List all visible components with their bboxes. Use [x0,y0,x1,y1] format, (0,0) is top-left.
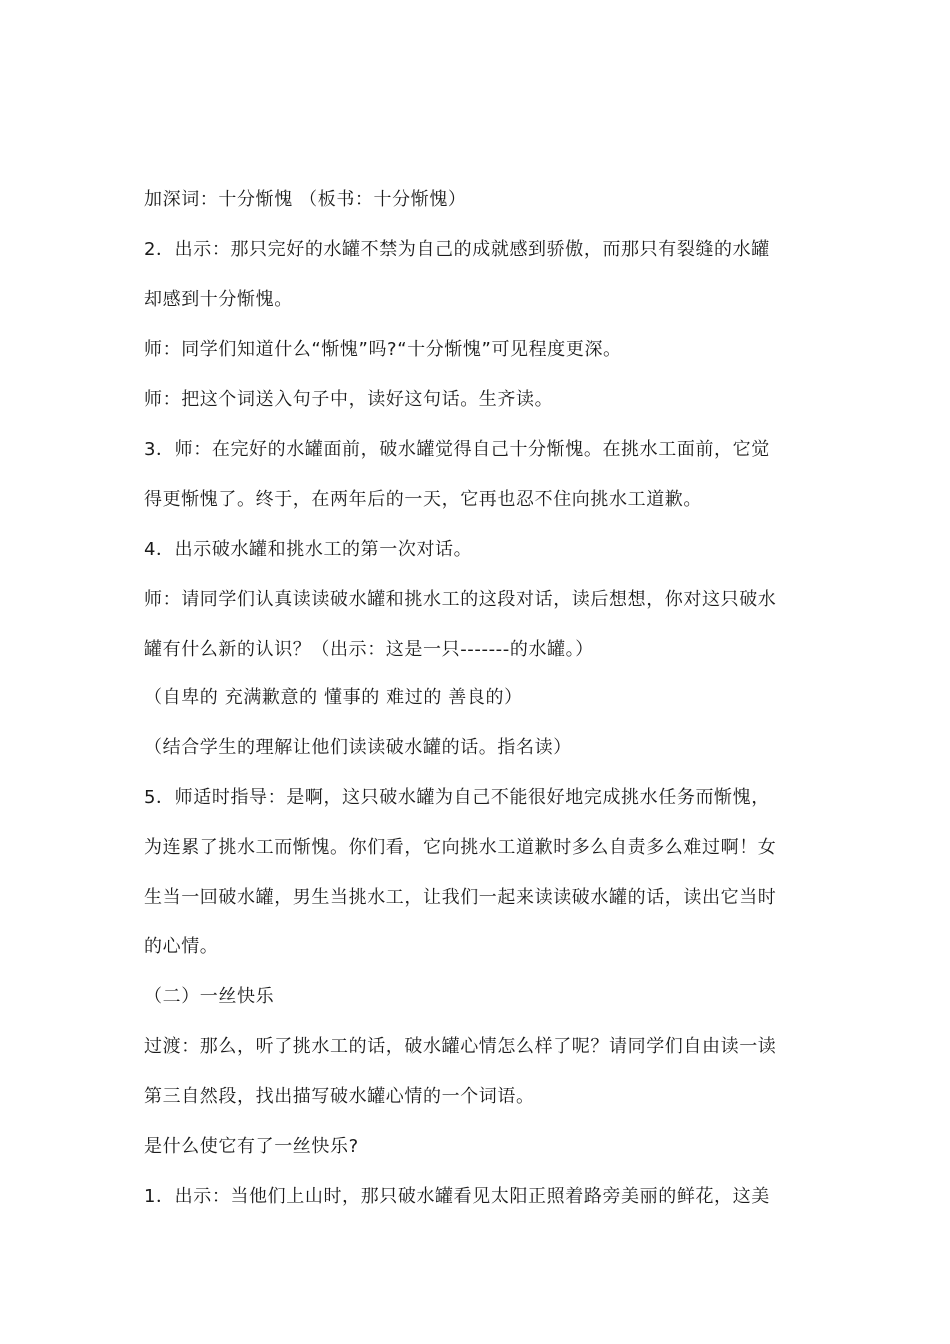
text-line: 罐有什么新的认识？（出示：这是一只-------的水罐。） [144,639,594,660]
text-line: 4．出示破水罐和挑水工的第一次对话。 [144,539,473,560]
text-line: 生当一回破水罐，男生当挑水工，让我们一起来读读破水罐的话，读出它当时 [144,887,777,908]
text-line: （结合学生的理解让他们读读破水罐的话。指名读） [144,737,572,758]
text-line: 加深词：十分惭愧 （板书：十分惭愧） [144,189,467,210]
text-line: 师：同学们知道什么“惭愧”吗?“十分惭愧”可见程度更深。 [144,339,622,360]
text-line: 第三自然段，找出描写破水罐心情的一个词语。 [144,1086,535,1107]
text-line: 3．师：在完好的水罐面前，破水罐觉得自己十分惭愧。在挑水工面前，它觉 [144,439,770,460]
text-line: 是什么使它有了一丝快乐? [144,1136,359,1157]
text-line: 2．出示：那只完好的水罐不禁为自己的成就感到骄傲，而那只有裂缝的水罐 [144,239,770,260]
text-line: 5．师适时指导：是啊，这只破水罐为自己不能很好地完成挑水任务而惭愧， [144,787,770,808]
text-line: 的心情。 [144,936,219,957]
text-line: 过渡：那么，听了挑水工的话，破水罐心情怎么样了呢？请同学们自由读一读 [144,1036,777,1057]
text-line: 1．出示：当他们上山时，那只破水罐看见太阳正照着路旁美丽的鲜花，这美 [144,1186,770,1207]
text-line: 为连累了挑水工而惭愧。你们看，它向挑水工道歉时多么自责多么难过啊！女 [144,837,777,858]
text-line: 得更惭愧了。终于，在两年后的一天，它再也忍不住向挑水工道歉。 [144,489,702,510]
text-line: 师：把这个词送入句子中，读好这句话。生齐读。 [144,389,554,410]
text-line: 师：请同学们认真读读破水罐和挑水工的这段对话，读后想想，你对这只破水 [144,589,777,610]
text-line: （自卑的 充满歉意的 懂事的 难过的 善良的） [144,687,523,708]
text-line: 却感到十分惭愧。 [144,289,293,310]
section-heading: （二）一丝快乐 [144,986,275,1007]
